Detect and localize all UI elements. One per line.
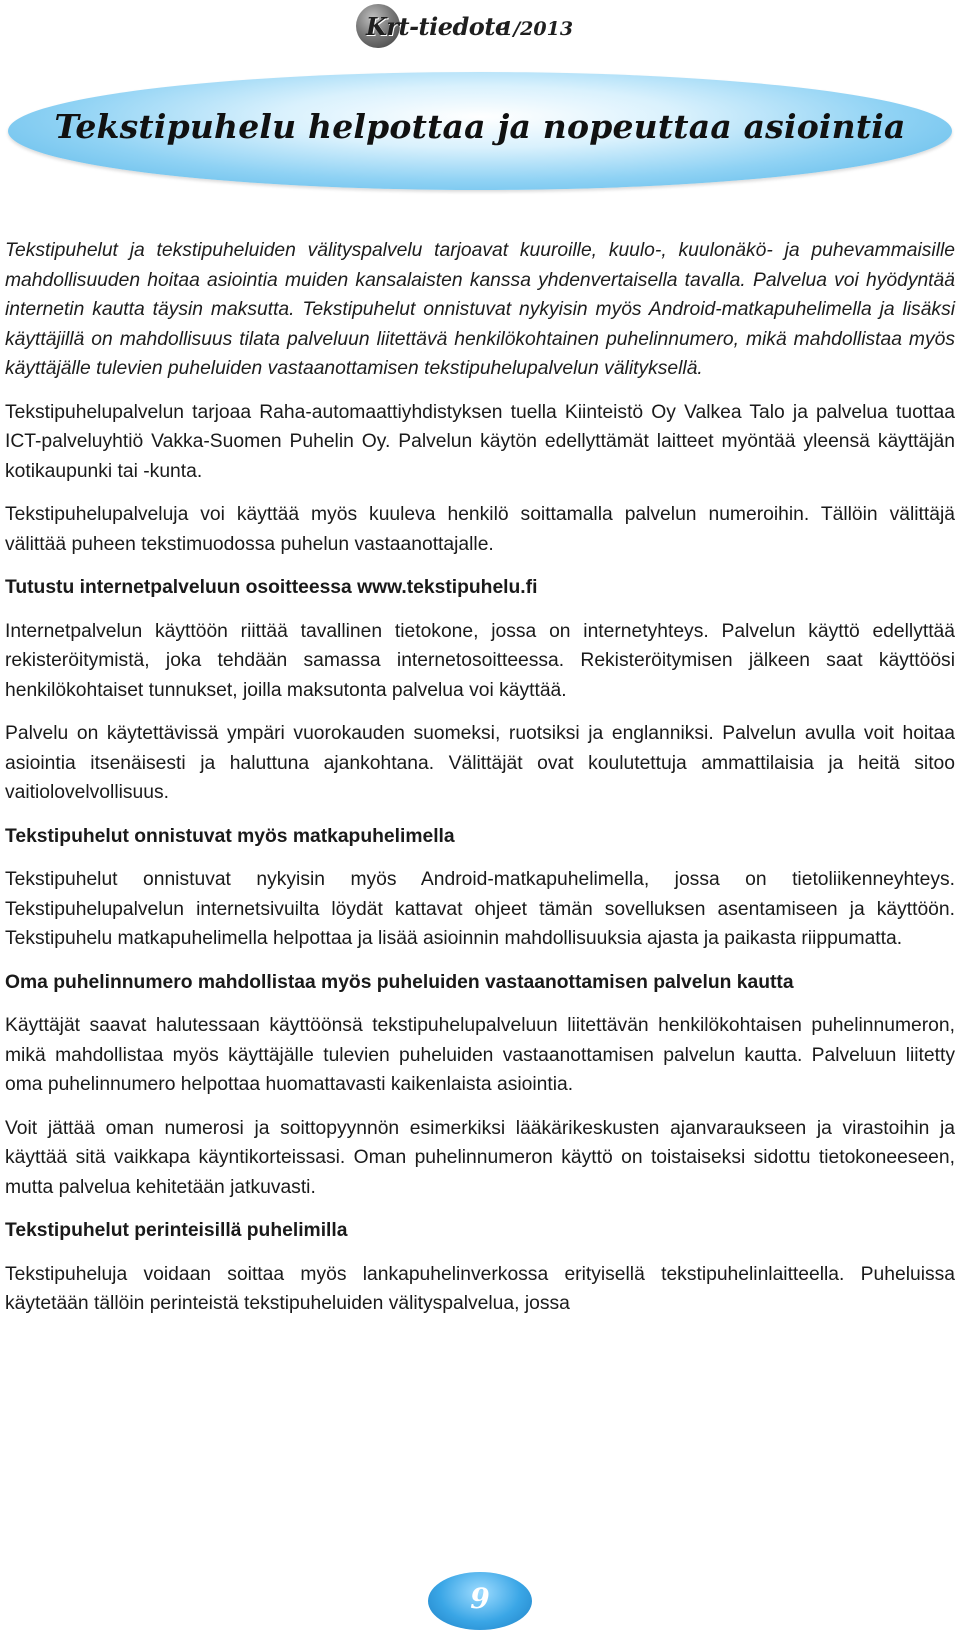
paragraph-8: Tekstipuheluja voidaan soittaa myös lankapuhelinverkossa erityisellä tekstipuhelinlaitteella. Puheluissa käytetään tällöin perinteistä tekstipuheluiden välityspalvelua, jossa <box>5 1263 955 1314</box>
paragraph-7: Voit jättää oman numerosi ja soittopyynnön esimerkiksi lääkärikeskusten ajanvaraukseen ja virastoihin ja käyttää sitä vaikkapa käyntikorteissasi. Oman puhelinnumeron käyttö on toistaiseksi sidottu tietokoneeseen, mutta palvelua kehitetään jatkuvasti. <box>5 1117 955 1198</box>
article-title: Tekstipuhelu helpottaa ja nopeuttaa asiointia <box>54 107 906 146</box>
article-body <box>5 236 955 1333</box>
paragraph-5: Tekstipuhelut onnistuvat nykyisin myös Android-matkapuhelimella, jossa on tietoliikenneyhteys. Tekstipuhelupalvelun internetsivuilta löydät kattavat ohjeet tämän sovelluksen asentamiseen ja käyttöön. Tekstipuhelu matkapuhelimella helpottaa ja lisää asioinnin mahdollisuuksia ajasta ja paikasta riippumatta. <box>5 869 955 949</box>
paragraph-2: Tekstipuhelupalveluja voi käyttää myös kuuleva henkilö soittamalla palvelun numeroihin. Tällöin välittäjä välittää puheen tekstimuodossa puhelun vastaanottajalle. <box>5 504 955 555</box>
paragraph-3: Internetpalvelun käyttöön riittää tavallinen tietokone, jossa on internetyhteys. Palvelun käyttö edellyttää rekisteröitymistä, joka tehdään samassa internetosoitteessa. Rekisteröitymisen jälkeen saat käyttöösi henkilökohtaiset tunnukset, joilla maksutonta palvelua voi käyttää. <box>5 620 955 701</box>
publication-name: Krt-tiedote <box>366 12 510 41</box>
paragraph-6: Käyttäjät saavat halutessaan käyttöönsä tekstipuhelupalveluun liitettävän henkilökohtaisen puhelinnumeron, mikä mahdollistaa myös käyttäjälle tulevien puheluiden vastaanottamisen palvelun kautta. Palveluun liitetty oma puhelinnumero helpottaa huomattavasti kaikenlaista asiointia. <box>5 1015 955 1095</box>
heading-internet-service: Tutustu internetpalveluun osoitteessa www.tekstipuhelu.fi <box>5 577 538 598</box>
masthead <box>0 4 960 48</box>
issue-number: 1/2013 <box>500 18 574 40</box>
paragraph-4: Palvelu on käytettävissä ympäri vuorokauden suomeksi, ruotsiksi ja englanniksi. Palvelun avulla voit hoitaa asiointia itsenäisesti ja haluttuna ajankohtana. Välittäjät ovat koulutettuja ammattilaisia ja heitä sitoo vaitiolovelvollisuus. <box>5 723 955 803</box>
heading-traditional-phones: Tekstipuhelut perinteisillä puhelimilla <box>5 1220 348 1241</box>
paragraph-1: Tekstipuhelupalvelun tarjoaa Raha-automaattiyhdistyksen tuella Kiinteistö Oy Valkea Talo ja palvelua tuottaa ICT-palveluyhtiö Vakka-Suomen Puhelin Oy. Palvelun käytön edellyttämät laitteet myöntää yleensä käyttäjän kotikaupunki tai -kunta. <box>5 401 955 482</box>
heading-mobile: Tekstipuhelut onnistuvat myös matkapuhelimella <box>5 825 455 847</box>
lead-paragraph: Tekstipuhelut ja tekstipuheluiden välityspalvelu tarjoavat kuuroille, kuulo-, kuulonäkö- ja puhevammaisille mahdollisuuden hoitaa asiointia muiden kansalaisten kanssa yhdenvertaisella tavalla. Palvelua voi hyödyntää internetin kautta täysin maksutta. Tekstipuhelut onnistuvat nykyisin myös Android-matkapuhelimella ja lisäksi käyttäjillä on mahdollisuus tilata palveluun liitettävä henkilökohtainen puhelinnumero, mikä mahdollistaa myös käyttäjälle tulevien puheluiden vastaanottamisen tekstipuhelupalvelun välityksellä. <box>5 240 955 379</box>
page-number: 9 <box>470 1582 490 1615</box>
heading-own-number: Oma puhelinnumero mahdollistaa myös puheluiden vastaanottamisen palvelun kautta <box>5 971 794 993</box>
